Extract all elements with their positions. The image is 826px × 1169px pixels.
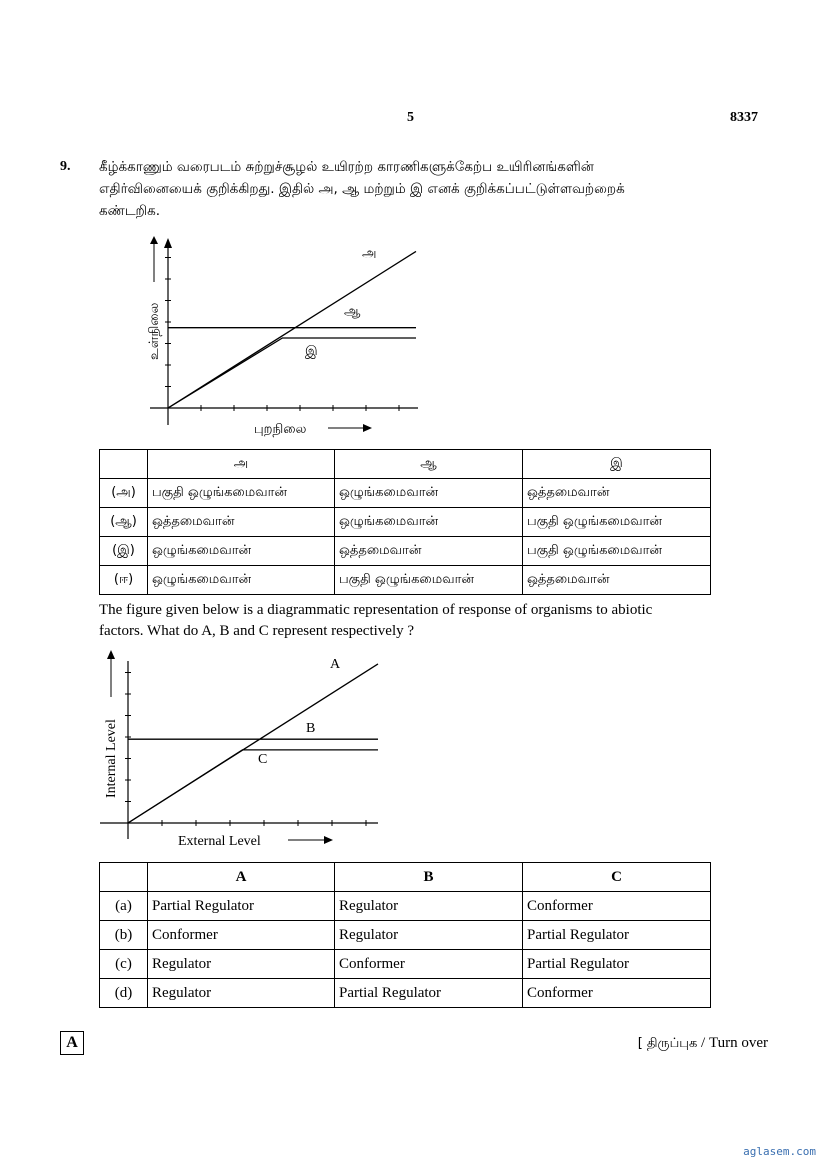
question-number: 9.	[60, 159, 71, 174]
option-cell: Partial Regulator	[335, 979, 523, 1008]
header-cell: B	[335, 863, 523, 892]
turn-over-separator: /	[697, 1035, 709, 1051]
option-cell: Partial Regulator	[523, 950, 711, 979]
option-cell: ஒழுங்கமைவான்	[335, 479, 523, 508]
x-label-arrow	[363, 424, 372, 432]
question-english-line: factors. What do A, B and C represent respectively ?	[99, 623, 415, 639]
line-label-b: ஆ	[344, 304, 361, 319]
line-label-a: A	[330, 657, 341, 672]
option-cell: பகுதி ஒழுங்கமைவான்	[523, 508, 711, 537]
option-cell: Partial Regulator	[523, 921, 711, 950]
header-cell	[100, 450, 148, 479]
series-line-c	[128, 750, 378, 823]
table-row	[100, 921, 711, 950]
table-row	[100, 566, 711, 595]
page-number: 5	[407, 110, 414, 125]
header-cell: C	[523, 863, 711, 892]
option-label: (d)	[100, 979, 148, 1008]
option-cell: ஒழுங்கமைவான்	[148, 537, 335, 566]
question-text-tamil	[99, 156, 729, 222]
turn-over-note	[638, 1035, 768, 1052]
option-label: (அ)	[100, 479, 148, 508]
options-table-english	[99, 862, 711, 1008]
paper-code: 8337	[730, 110, 758, 125]
table-row	[100, 508, 711, 537]
option-cell: Conformer	[335, 950, 523, 979]
option-cell: Regulator	[335, 892, 523, 921]
table-header-row	[100, 863, 711, 892]
option-cell: ஒத்தமைவான்	[335, 537, 523, 566]
option-label: (c)	[100, 950, 148, 979]
option-cell: ஒழுங்கமைவான்	[335, 508, 523, 537]
option-cell: Regulator	[148, 950, 335, 979]
header-cell: இ	[523, 450, 711, 479]
y-label-arrow	[107, 650, 115, 659]
turn-over-english: Turn over	[708, 1035, 768, 1051]
question-english-line: The figure given below is a diagrammatic representation of response of organisms to abiotic	[99, 602, 653, 618]
header-cell: A	[148, 863, 335, 892]
series-line-c	[168, 338, 416, 408]
option-cell: Regulator	[148, 979, 335, 1008]
header-cell: அ	[148, 450, 335, 479]
option-cell: Conformer	[148, 921, 335, 950]
option-cell: Conformer	[523, 979, 711, 1008]
option-cell: பகுதி ஒழுங்கமைவான்	[523, 537, 711, 566]
question-tamil-line: எதிர்வினையைக் குறிக்கிறது. இதில் அ, ஆ மற்றும் இ எனக் குறிக்கப்பட்டுள்ளவற்றைக்	[99, 181, 625, 197]
option-cell: பகுதி ஒழுங்கமைவான்	[335, 566, 523, 595]
turn-over-tamil: [ திருப்புக	[637, 1036, 698, 1051]
option-label: (b)	[100, 921, 148, 950]
x-axis-label: புறநிலை	[254, 422, 307, 437]
x-label-arrow	[324, 836, 333, 844]
option-label: (ஆ)	[100, 508, 148, 537]
table-row	[100, 479, 711, 508]
y-axis-label: Internal Level	[104, 719, 119, 798]
y-axis-arrow	[164, 238, 172, 248]
option-cell: பகுதி ஒழுங்கமைவான்	[148, 479, 335, 508]
option-label: (ஈ)	[100, 566, 148, 595]
x-axis-label: External Level	[178, 834, 261, 849]
question-text-english	[99, 600, 739, 642]
option-label: (இ)	[100, 537, 148, 566]
line-label-b: B	[306, 721, 316, 736]
table-header-row	[100, 450, 711, 479]
option-cell: ஒத்தமைவான்	[523, 566, 711, 595]
option-cell: ஒத்தமைவான்	[523, 479, 711, 508]
option-label: (a)	[100, 892, 148, 921]
option-cell: Regulator	[335, 921, 523, 950]
y-axis-label: உள்நிலை	[147, 302, 162, 360]
line-label-a: அ	[362, 246, 377, 261]
graph-tamil	[130, 230, 430, 440]
option-cell: Conformer	[523, 892, 711, 921]
options-table-tamil	[99, 449, 711, 595]
watermark: aglasem.com	[743, 1145, 816, 1158]
question-tamil-line: கீழ்க்காணும் வரைபடம் சுற்றுச்சூழல் உயிரற்ற காரணிகளுக்கேற்ப உயிரினங்களின்	[99, 159, 594, 175]
table-row	[100, 950, 711, 979]
option-cell: ஒழுங்கமைவான்	[148, 566, 335, 595]
table-row	[100, 979, 711, 1008]
line-label-c: C	[258, 752, 268, 767]
option-cell: ஒத்தமைவான்	[148, 508, 335, 537]
table-row	[100, 537, 711, 566]
header-cell: ஆ	[335, 450, 523, 479]
line-label-c: இ	[305, 344, 318, 359]
question-tamil-line: கண்டறிக.	[99, 203, 161, 219]
table-row	[100, 892, 711, 921]
option-cell: Partial Regulator	[148, 892, 335, 921]
series-box: A	[60, 1031, 84, 1055]
y-label-arrow	[150, 236, 158, 244]
graph-english	[96, 645, 386, 855]
header-cell	[100, 863, 148, 892]
